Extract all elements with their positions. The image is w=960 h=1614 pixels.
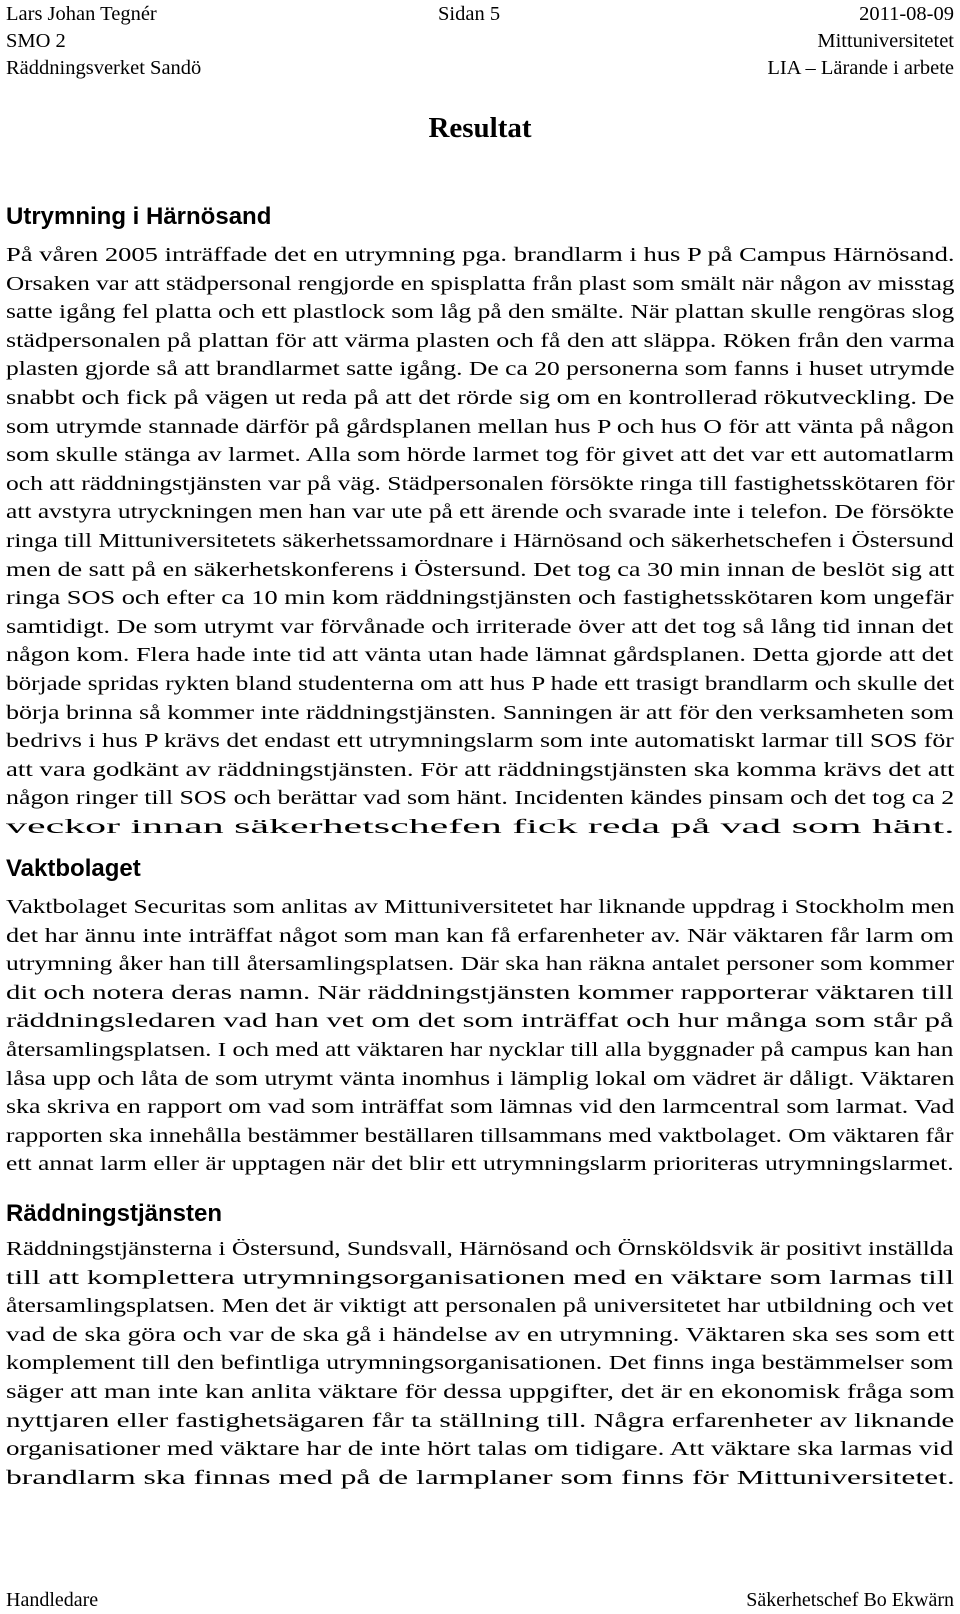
text-line: räddningsledaren vad han vet om det som inträffat och hur många som står på xyxy=(6,1011,954,1033)
page-title: Resultat xyxy=(428,112,532,144)
text-line: Vaktbolaget Securitas som anlitas av Mittuniversitetet har liknande uppdrag i Stockholm men xyxy=(6,897,955,918)
header-row-2 xyxy=(6,27,954,55)
text-line: det har ännu inte inträffat något som man kan få erfarenheter av. När väktaren får larm om xyxy=(6,925,954,947)
text-line: säger att man inte kan anlita väktare för dessa uppgifter, det är en ekonomisk fråga som xyxy=(6,1381,955,1403)
text-line: nyttjaren eller fastighetsägaren får ta ställning till. Några erfarenheter av liknande xyxy=(6,1410,955,1432)
section-body-raddningstjansten xyxy=(6,1236,958,1493)
course-code: SMO 2 xyxy=(6,30,66,52)
page-number: Sidan 5 xyxy=(438,3,501,25)
text-line: snabbt och fick på vägen ut reda på att det rörde sig om en kontrollerad rökutveckling. De xyxy=(6,387,955,409)
text-line: ringa SOS och efter ca 10 min kom räddningstjänsten och fastighetsskötaren kom ungefär xyxy=(6,588,954,610)
text-line: dit och notera deras namn. När räddningstjänsten kommer rapporterar väktaren till xyxy=(6,982,954,1004)
document-date: 2011-08-09 xyxy=(859,3,954,25)
text-line: någon kom. Flera hade inte tid att vänta utan hade lämnat gårdsplanen. Detta gjorde att det xyxy=(6,645,954,667)
text-line: började spridas rykten bland studenterna om att hus P hade ett trasigt brandlarm och skulle det xyxy=(6,673,955,695)
text-line: och att räddningstjänsten var på väg. Städpersonalen försökte ringa till fastighetsskötaren för xyxy=(6,473,955,495)
header-row-1 xyxy=(6,0,954,28)
section-heading-vaktbolaget: Vaktbolaget xyxy=(6,855,141,882)
organization-name: Räddningsverket Sandö xyxy=(6,57,202,79)
text-line: Orsaken var att städpersonal rengjorde en spisplatta från plast som smält när någon av misstag xyxy=(6,273,955,295)
text-line: brandlarm ska finnas med på de larmplaner som finns för Mittuniversitetet. xyxy=(6,1467,955,1489)
section-heading-raddningstjansten: Räddningstjänsten xyxy=(6,1200,223,1227)
text-line: återsamlingsplatsen. Men det är viktigt att personalen på universitetet har utbildning och vet xyxy=(6,1296,954,1318)
text-line: vad de ska göra och var de ska gå i händelse av en utrymning. Väktaren ska ses som ett xyxy=(6,1324,955,1346)
text-line: ringa till Mittuniversitetets säkerhetssamordnare i Härnösand och säkerhetschefen i Östersund xyxy=(6,530,954,552)
text-line: plasten gjorde så att brandlarmet satte igång. De ca 20 personerna som fanns i huset utrymde xyxy=(6,359,955,381)
text-line: komplement till den befintliga utrymningsorganisationen. Det finns inga bestämmelser som xyxy=(6,1353,954,1375)
text-line: men de satt på en säkerhetskonferens i Östersund. Det tog ca 30 min innan de beslöt sig att xyxy=(6,559,955,581)
text-line: veckor innan säkerhetschefen fick reda på vad som hänt. xyxy=(6,816,955,838)
text-line: städpersonalen på plattan för att värma plasten och få den att släppa. Röken från den varma xyxy=(6,330,955,352)
text-line: rapporten ska innehålla bestämmer beställaren tillsammans med vaktbolaget. Om väktaren får xyxy=(6,1125,954,1147)
text-line: På våren 2005 inträffade det en utrymning pga. brandlarm i hus P på Campus Härnösand. xyxy=(6,245,955,266)
text-line: återsamlingsplatsen. I och med att väktaren har nycklar till alla byggnader på campus kan han xyxy=(6,1039,954,1061)
author-name: Lars Johan Tegnér xyxy=(6,3,157,25)
text-line: som utrymde stannade därför på gårdsplanen mellan hus P och hus O för att vänta på någon xyxy=(6,416,955,438)
text-line: till att komplettera utrymningsorganisationen med en väktare som larmas till xyxy=(6,1267,954,1289)
section-body-vaktbolaget xyxy=(6,894,958,1180)
section-body-utrymning xyxy=(6,242,958,842)
text-line: Räddningstjänsterna i Östersund, Sundsvall, Härnösand och Örnsköldsvik är positivt inställda xyxy=(6,1239,954,1260)
text-line: ska skriva en rapport om vad som inträffat som lämnas vid den larmcentral som larmat. Vad xyxy=(6,1097,955,1119)
text-line: börja brinna så kommer inte räddningstjänsten. Sanningen är att för den verksamheten som xyxy=(6,702,954,724)
footer-supervisor-name: Säkerhetschef Bo Ekwärn xyxy=(746,1589,954,1611)
university-name: Mittuniversitetet xyxy=(817,30,954,52)
text-line: ett annat larm eller är upptagen när det blir ett utrymningslarm prioriteras utrymningslarmet. xyxy=(6,1154,954,1176)
text-line: att vara godkänt av räddningstjänsten. För att räddningstjänsten ska komma krävs det att xyxy=(6,759,955,781)
text-line: bedrivs i hus P krävs det endast ett utrymningslarm som inte automatiskt larmar till SOS för xyxy=(6,731,954,753)
text-line: satte igång fel platta och ett plastlock som låg på den smälte. När plattan skulle rengöras slog xyxy=(6,302,955,324)
text-line: att avstyra utryckningen men han var ute på ett ärende och svarade inte i telefon. De försökte xyxy=(6,502,955,524)
header-row-3 xyxy=(6,54,954,82)
footer-supervisor-label: Handledare xyxy=(6,1589,99,1611)
text-line: utrymning åker han till återsamlingsplatsen. Där ska han räkna antalet personer som kommer xyxy=(6,954,955,976)
text-line: som skulle stänga av larmet. Alla som hörde larmet tog för givet att det var ett automatlarm xyxy=(6,445,955,467)
text-line: låsa upp och låta de som utrymt vänta inomhus i lämplig lokal om vädret är dåligt. Väktaren xyxy=(6,1068,955,1090)
text-line: någon ringer till SOS och berättar vad som hänt. Incidenten kändes pinsam och det tog ca 2 xyxy=(6,788,955,810)
text-line: samtidigt. De som utrymt var förvånade och irriterade över att det tog så lång tid innan det xyxy=(6,616,954,638)
program-name: LIA – Lärande i arbete xyxy=(767,57,954,79)
text-line: organisationer med väktare har de inte hört talas om tidigare. Att väktare ska larmas vid xyxy=(6,1439,954,1461)
section-heading-utrymning: Utrymning i Härnösand xyxy=(6,203,272,230)
